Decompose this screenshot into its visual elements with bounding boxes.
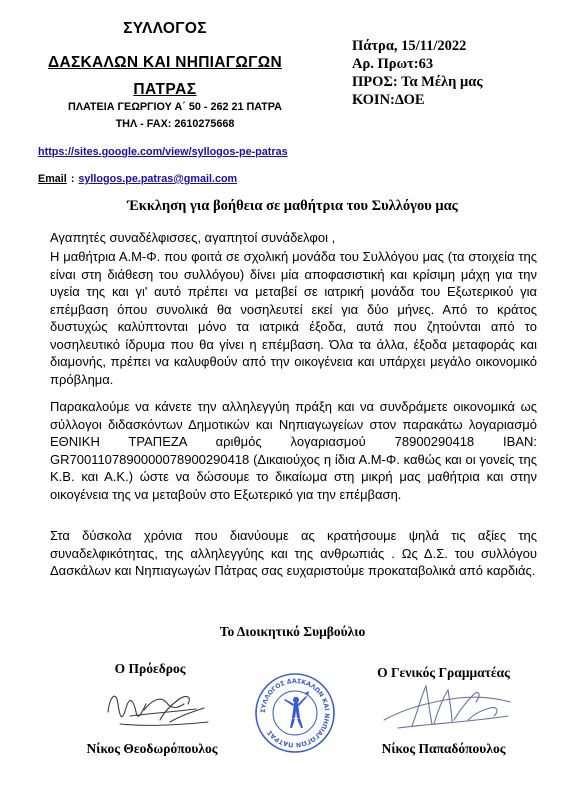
email-separator: : xyxy=(70,173,75,185)
cc: ΚΟΙΝ:ΔΟΕ xyxy=(352,92,425,108)
president-title: Ο Πρόεδρος xyxy=(114,661,186,676)
phone-fax: ΤΗΛ - FAX: 2610275668 xyxy=(115,118,235,130)
secretary-signature-icon xyxy=(378,680,518,738)
paragraph-3: Στα δύσκολα χρόνια που διανύουμε ας κρατήσουμε ψηλά τις αξίες της συναδελφικότητας, της αλληλεγγύης και της ανθρωπιάς . Ως Δ.Σ. του συλλόγου Δασκάλων και Νηπιαγωγών Πάτρας σας ευχαριστούμε προκαταβολικά από καρδιάς. xyxy=(50,528,537,578)
secretary-name: Νίκος Παπαδόπουλος xyxy=(381,741,506,756)
recipients: ΠΡΟΣ: Τα Μέλη μας xyxy=(352,74,483,90)
email-line xyxy=(38,173,237,185)
letter-title: Έκκληση για βοήθεια σε μαθήτρια του Συλλόγου μας xyxy=(127,198,458,214)
email-link[interactable]: syllogos.pe.patras@gmail.com xyxy=(78,173,238,185)
president-signature-icon xyxy=(100,682,220,734)
paragraph-2: Παρακαλούμε να κάνετε την αλληλεγγύη πράξη και να συνδράμετε οικονομικά ως σύλλογοι διδασκόντων Δημοτικών και Νηπιαγωγείων στον παρακάτω λογαριασμό ΕΘΝΙΚΗ ΤΡΑΠΕΖΑ αριθμός λογαριασμού 78900290418 IBAN: GR7001107890000078900290418 (Δικαιούχος η ίδια Α.Μ-Φ. καθώς και οι γονείς της Κ.Β. και Α.Κ.) ώστε να δώσουμε το δικαίωμα στη μικρή μας μαθήτρια και στην οικογένεια της να μεταβούν στο Εξωτερικό για την επέμβαση. xyxy=(50,399,537,502)
protocol-number: Αρ. Πρωτ:63 xyxy=(352,56,434,72)
seal-text: ΣΥΛΛΟΓΟΣ ΔΑΣΚΑΛΩΝ ΚΑΙ ΝΗΠΙΑΓΩΓΩΝ ΠΑΤΡΑΣ xyxy=(259,677,331,749)
association-subtitle: ΔΑΣΚΑΛΩΝ ΚΑΙ ΝΗΠΙΑΓΩΓΩΝ xyxy=(48,54,282,71)
salutation: Αγαπητές συναδέλφισσες, αγαπητοί συνάδελφοι , xyxy=(50,230,336,245)
association-seal-icon xyxy=(254,672,336,754)
president-name: Νίκος Θεοδωρόπουλος xyxy=(86,741,218,756)
secretary-title: Ο Γενικός Γραμματέας xyxy=(377,665,510,680)
board-signoff: Το Διοικητικό Συμβούλιο xyxy=(219,624,366,639)
paragraph-1: Η μαθήτρια Α.Μ-Φ. που φοιτά σε σχολική μονάδα του Συλλόγου μας (τα στοιχεία της είναι στη διάθεση του συλλόγου) δίνει μία αποφασιστική και κρίσιμη μάχη για την υγεία της και γι' αυτό πρέπει να μεταβεί σε ιατρική μονάδα του Εξωτερικού για επέμβαση όπου συνολικά θα νοσηλευτεί εκεί για δύο μήνες. Από το κράτος δυστυχώς καλύπτονται μόνο τα ιατρικά έξοδα, αυτά που ζητούνται από το νοσηλευτικό ίδρυμα που θα γίνει η επέμβαση. Όλα τα άλλα, έξοδα μεταφοράς και διαμονής, πρέπει να καλυφθούν από την οικογένεια και υπάρχει μεγάλο οικονομικό πρόβλημα. xyxy=(50,249,537,387)
association-city: ΠΑΤΡΑΣ xyxy=(133,81,197,98)
association-name: ΣΥΛΛΟΓΟΣ xyxy=(123,20,207,37)
website-link[interactable]: https://sites.google.com/view/syllogos-pe-patras xyxy=(38,146,288,158)
address: ΠΛΑΤΕΙΑ ΓΕΩΡΓΙΟΥ Α΄ 50 - 262 21 ΠΑΤΡΑ xyxy=(68,101,282,113)
date: Πάτρα, 15/11/2022 xyxy=(352,38,467,54)
email-label: Email xyxy=(38,173,67,185)
